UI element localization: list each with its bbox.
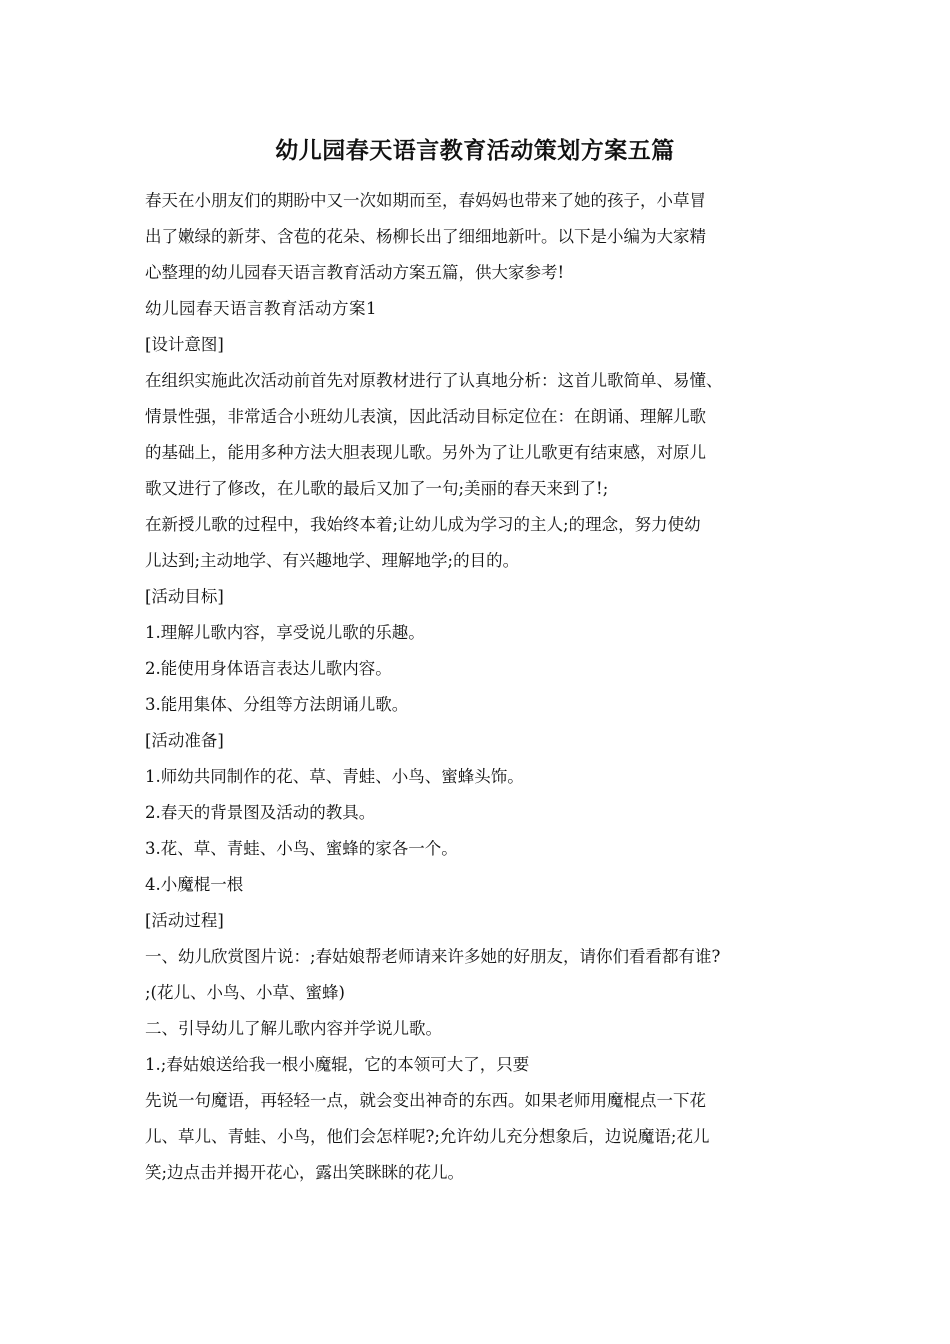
body-paragraph-line: 二、引导幼儿了解儿歌内容并学说儿歌。 [145,1019,442,1038]
body-paragraph-line: 情景性强，非常适合小班幼儿表演，因此活动目标定位在：在朗诵、理解儿歌 [145,407,706,426]
body-paragraph-line: 的基础上，能用多种方法大胆表现儿歌。另外为了让儿歌更有结束感，对原儿 [145,443,706,462]
subsection-heading: [活动过程] [145,911,224,930]
body-paragraph-line: 在新授儿歌的过程中，我始终本着;让幼儿成为学习的主人;的理念，努力使幼 [145,515,701,534]
body-paragraph-line: 先说一句魔语，再轻轻一点，就会变出神奇的东西。如果老师用魔棍点一下花 [145,1091,706,1110]
body-paragraph-line: 出了嫩绿的新芽、含苞的花朵、杨柳长出了细细地新叶。以下是小编为大家精 [145,227,706,246]
body-paragraph-line: 歌又进行了修改，在儿歌的最后又加了一句;美丽的春天来到了!; [145,479,609,498]
list-item: 1.师幼共同制作的花、草、青蛙、小鸟、蜜蜂头饰。 [145,767,524,786]
body-paragraph-line: 儿达到;主动地学、有兴趣地学、理解地学;的目的。 [145,551,520,570]
list-item: 1.理解儿歌内容，享受说儿歌的乐趣。 [145,623,425,642]
section-heading: 幼儿园春天语言教育活动方案1 [145,299,377,318]
body-paragraph-line: 心整理的幼儿园春天语言教育活动方案五篇，供大家参考! [145,263,565,282]
list-item: 2.能使用身体语言表达儿歌内容。 [145,659,392,678]
document-body [145,183,820,1191]
subsection-heading: [活动目标] [145,587,224,606]
body-paragraph-line: 在组织实施此次活动前首先对原教材进行了认真地分析：这首儿歌简单、易懂、 [145,371,723,390]
list-item: 3.能用集体、分组等方法朗诵儿歌。 [145,695,409,714]
body-paragraph-line: 笑;边点击并揭开花心，露出笑眯眯的花儿。 [145,1163,465,1182]
list-item: 4.小魔棍一根 [145,875,244,894]
document-title: 幼儿园春天语言教育活动策划方案五篇 [275,137,675,164]
body-paragraph-line: 春天在小朋友们的期盼中又一次如期而至，春妈妈也带来了她的孩子，小草冒 [145,191,706,210]
list-item: 1.;春姑娘送给我一根小魔辊，它的本领可大了，只要 [145,1055,530,1074]
subsection-heading: [活动准备] [145,731,224,750]
body-paragraph-line: 一、幼儿欣赏图片说：;春姑娘帮老师请来许多她的好朋友，请你们看看都有谁? [145,947,721,966]
subsection-heading: [设计意图] [145,335,224,354]
body-paragraph-line: ;(花儿、小鸟、小草、蜜蜂) [145,983,345,1002]
body-paragraph-line: 儿、草儿、青蛙、小鸟，他们会怎样呢?;允许幼儿充分想象后，边说魔语;花儿 [145,1127,710,1146]
list-item: 3.花、草、青蛙、小鸟、蜜蜂的家各一个。 [145,839,458,858]
list-item: 2.春天的背景图及活动的教具。 [145,803,376,822]
